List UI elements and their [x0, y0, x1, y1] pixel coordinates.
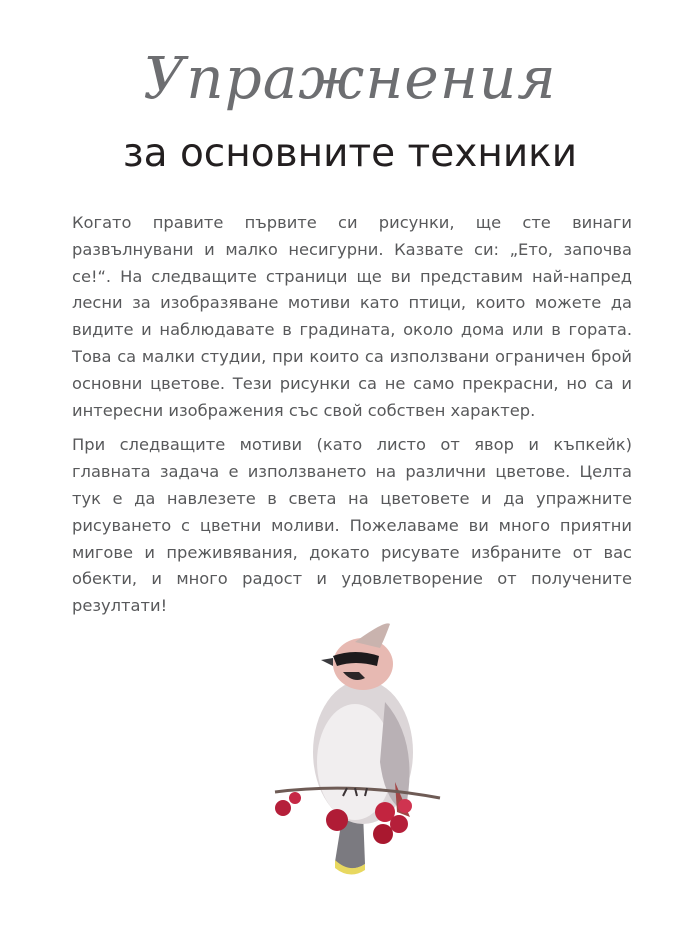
- paragraph-2: При следващите мотиви (като листо от явор и къпкейк) главната задача е използването на различни цветове. Целта тук е да навлезете в света на цветовете и да упражните рисуването с цветни моливи. Пожелаваме ви много приятни мигове и преживявания, докато рисувате избраните от вас обекти, и много радост и удовлетворение от получените резултати!: [72, 435, 632, 616]
- paragraph-1: Когато правите първите си рисунки, ще сте винаги развълнувани и малко несигурни. Казвате си: „Ето, започва се!“. На следващите страници ще ви представим най-напред лесни за изобразяване мотиви като птици, които можете да видите и наблюдавате в градината, около дома или в гората. Това са малки студии, при които са използвани ограничен брой основни цветове. Тези рисунки са не само прекрасни, но са и интересни изображения със свой собствен характер.: [72, 213, 632, 420]
- berry: [390, 815, 408, 833]
- body-text: [72, 210, 632, 628]
- waxwing-bird-illustration: [255, 612, 455, 882]
- berry: [373, 824, 393, 844]
- berry: [275, 800, 291, 816]
- page-subtitle: за основните техники: [122, 131, 578, 176]
- berry: [398, 799, 412, 813]
- berry: [326, 809, 348, 831]
- page-title-script: Упражнения: [143, 44, 557, 112]
- bird-beak: [321, 658, 333, 666]
- berry: [289, 792, 301, 804]
